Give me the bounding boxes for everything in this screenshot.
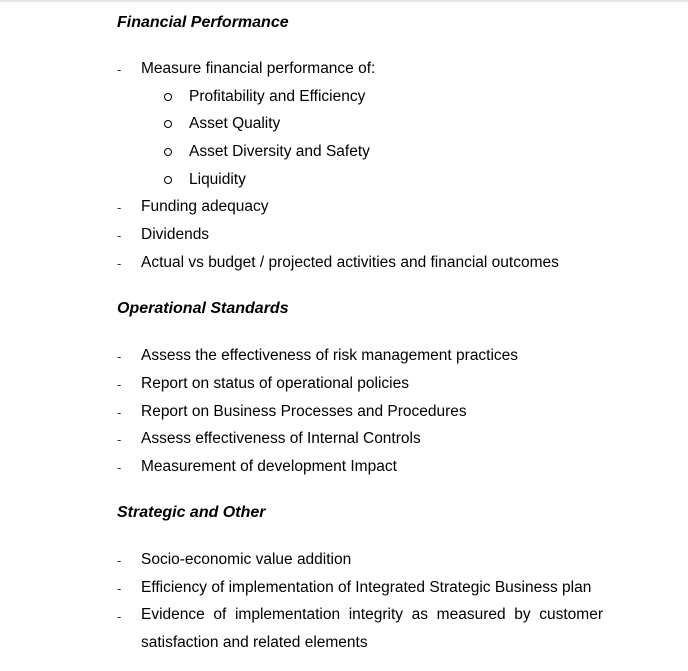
- circle-bullet-icon: [164, 176, 172, 184]
- section-heading-operational-standards: Operational Standards: [117, 300, 289, 317]
- list-item: Report on Business Processes and Procedures: [141, 403, 467, 420]
- dash-bullet: -: [117, 609, 122, 624]
- dash-bullet: -: [117, 377, 122, 392]
- section-heading-strategic-and-other: Strategic and Other: [117, 504, 266, 521]
- sub-list-item: Asset Quality: [189, 115, 281, 132]
- sub-list-item: Asset Diversity and Safety: [189, 143, 370, 160]
- list-item-continuation: satisfaction and related elements: [141, 634, 368, 651]
- list-item: Measure financial performance of:: [141, 60, 376, 77]
- section-heading-financial-performance: Financial Performance: [117, 14, 289, 31]
- dash-bullet: -: [117, 228, 122, 243]
- list-item: Funding adequacy: [141, 198, 269, 215]
- list-item: Report on status of operational policies: [141, 375, 409, 392]
- dash-bullet: -: [117, 62, 122, 77]
- dash-bullet: -: [117, 581, 122, 596]
- dash-bullet: -: [117, 432, 122, 447]
- dash-bullet: -: [117, 256, 122, 271]
- dash-bullet: -: [117, 405, 122, 420]
- list-item: Actual vs budget / projected activities and financial outcomes: [141, 254, 559, 271]
- list-item: Assess the effectiveness of risk management practices: [141, 347, 519, 364]
- list-item: Socio-economic value addition: [141, 551, 352, 568]
- list-item: Assess effectiveness of Internal Controls: [141, 430, 421, 447]
- list-item: Evidence of implementation integrity as measured by customer: [141, 606, 603, 623]
- dash-bullet: -: [117, 200, 122, 215]
- circle-bullet-icon: [164, 120, 172, 128]
- dash-bullet: -: [117, 349, 122, 364]
- sub-list-item: Liquidity: [189, 171, 246, 188]
- circle-bullet-icon: [164, 93, 172, 101]
- page-top-border: [0, 0, 688, 2]
- list-item: Efficiency of implementation of Integrated Strategic Business plan: [141, 579, 592, 596]
- circle-bullet-icon: [164, 148, 172, 156]
- list-item: Measurement of development Impact: [141, 458, 397, 475]
- sub-list-item: Profitability and Efficiency: [189, 88, 366, 105]
- dash-bullet: -: [117, 553, 122, 568]
- list-item: Dividends: [141, 226, 210, 243]
- dash-bullet: -: [117, 460, 122, 475]
